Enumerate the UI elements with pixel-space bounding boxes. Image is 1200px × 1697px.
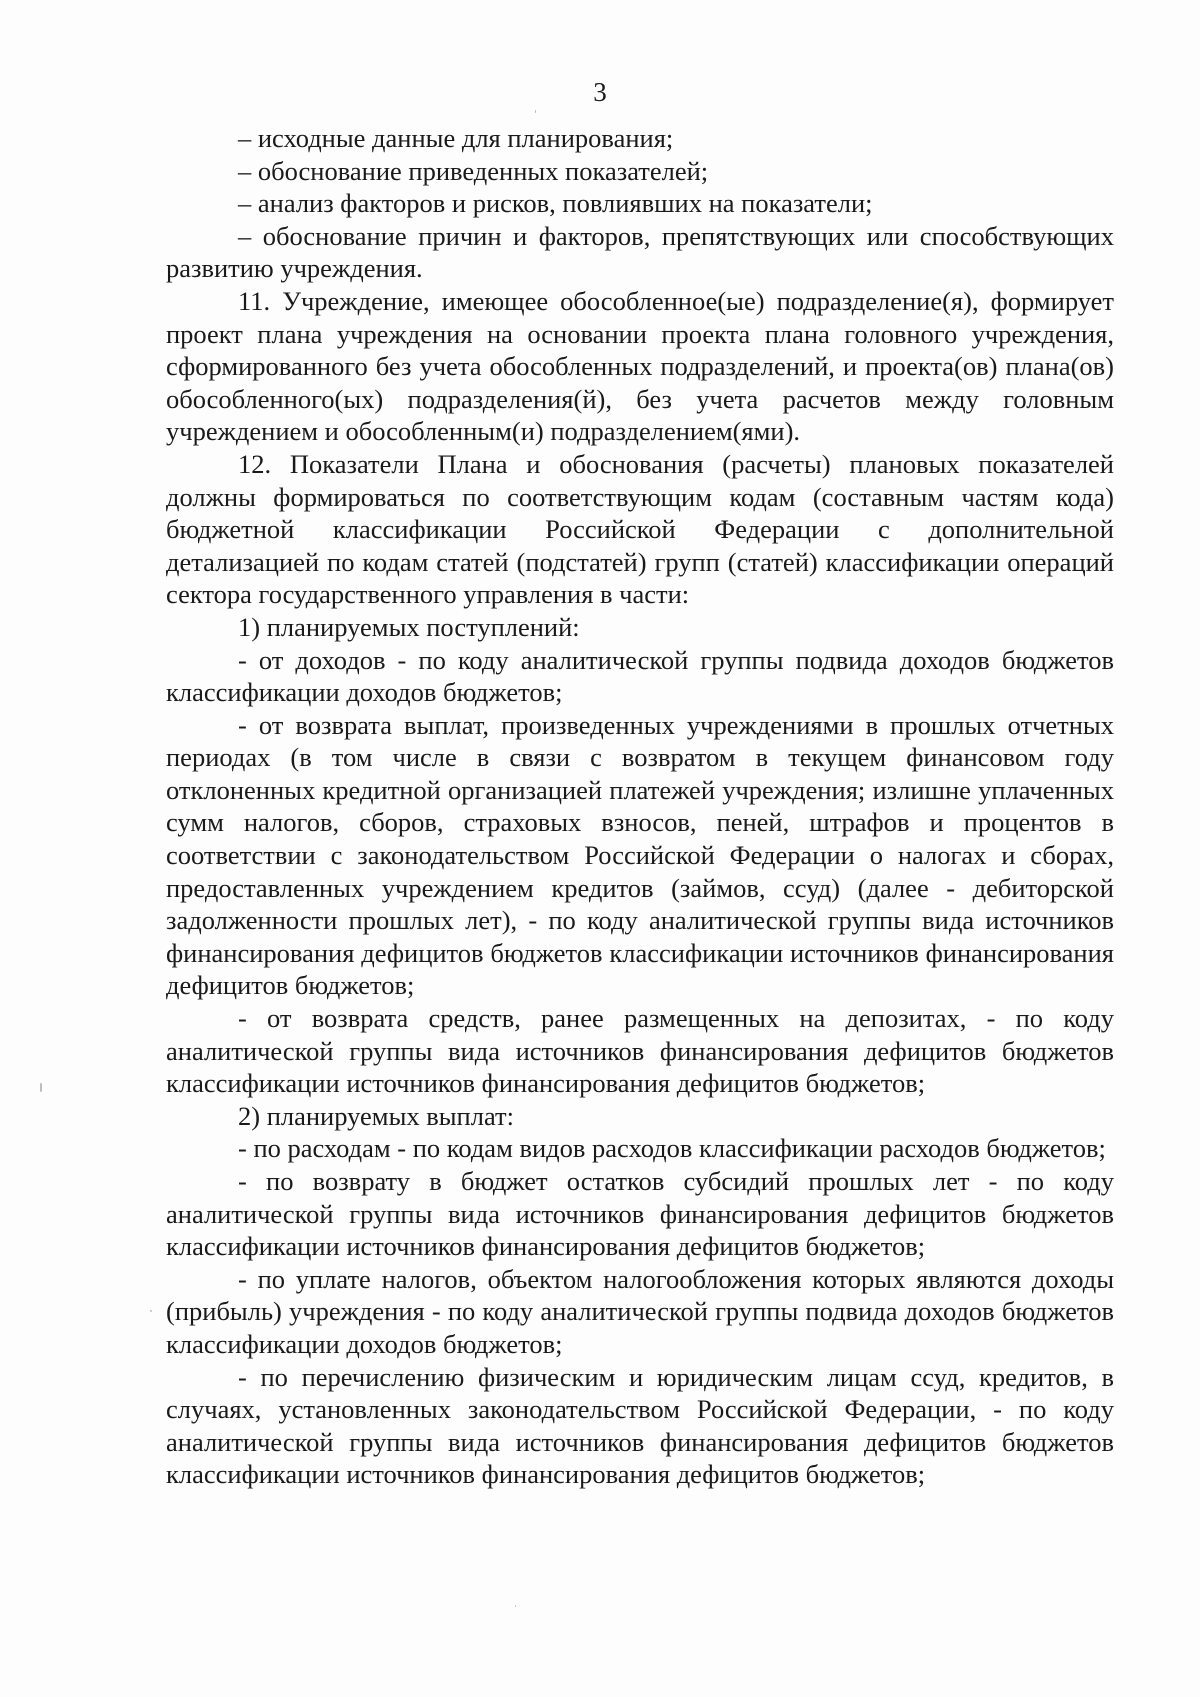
- clause-12: 12. Показатели Плана и обоснования (расчеты) плановых показателей должны формироваться по соответствующим кодам (составным частям кода) бюджетной классификации Российской Федерации с дополнительной детализацией по кодам статей (подстатей) групп (статей) классификации операций сектора государственного управления в части:: [166, 448, 1114, 610]
- list-item-justification: – обоснование приведенных показателей;: [238, 155, 709, 186]
- document-body: [166, 122, 1114, 1491]
- list-item-deposit-returns: - от возврата средств, ранее размещенных на депозитах, - по коду аналитической группы вида источников финансирования дефицитов бюджетов классификации источников финансирования дефицитов бюджетов;: [166, 1003, 1114, 1099]
- page-number: 3: [593, 77, 607, 107]
- scan-speck: [535, 110, 536, 113]
- scan-speck: [40, 1083, 42, 1092]
- scan-speck: [515, 1605, 516, 1607]
- list-item-income: - от доходов - по коду аналитической группы подвида доходов бюджетов классификации доходов бюджетов;: [166, 644, 1114, 708]
- list-item-development-factors: – обоснование причин и факторов, препятствующих или способствующих развитию учреждения.: [166, 220, 1114, 284]
- clause-11: 11. Учреждение, имеющее обособленное(ые) подразделение(я), формирует проект плана учреждения на основании проекта плана головного учреждения, сформированного без учета обособленных подразделений, и проекта(ов) плана(ов) обособленного(ых) подразделения(й), без учета расчетов между головным учреждением и обособленным(и) подразделением(ями).: [166, 285, 1114, 447]
- subclause-planned-payments: 2) планируемых выплат:: [238, 1100, 514, 1131]
- list-item-payment-returns: - от возврата выплат, произведенных учреждениями в прошлых отчетных периодах (в том числе в связи с возвратом в текущем финансовом году отклоненных кредитной организацией платежей учреждения; излишне уплаченных сумм налогов, сборов, страховых взносов, пеней, штрафов и процентов в соответствии с законодательством Российской Федерации о налогах и сборах, предоставленных учреждением кредитов (займов, ссуд) (далее - дебиторской задолженности прошлых лет), - по коду аналитической группы вида источников финансирования дефицитов бюджетов классификации источников финансирования дефицитов бюджетов;: [166, 709, 1114, 1001]
- list-item-risk-analysis: – анализ факторов и рисков, повлиявших на показатели;: [238, 188, 873, 219]
- list-item-subsidy-returns: - по возврату в бюджет остатков субсидий прошлых лет - по коду аналитической группы вида источников финансирования дефицитов бюджетов классификации источников финансирования дефицитов бюджетов;: [166, 1166, 1114, 1262]
- scan-speck: [150, 1310, 152, 1312]
- list-item-loans: - по перечислению физическим и юридическим лицам ссуд, кредитов, в случаях, установленных законодательством Российской Федерации, - по коду аналитической группы вида источников финансирования дефицитов бюджетов классификации источников финансирования дефицитов бюджетов;: [166, 1361, 1114, 1490]
- list-item-tax-payments: - по уплате налогов, объектом налогообложения которых являются доходы (прибыль) учреждения - по коду аналитической группы подвида доходов бюджетов классификации доходов бюджетов;: [166, 1263, 1114, 1359]
- list-item-expenses: - по расходам - по кодам видов расходов классификации расходов бюджетов;: [238, 1133, 1106, 1164]
- list-item-source-data: – исходные данные для планирования;: [238, 123, 674, 153]
- subclause-planned-receipts: 1) планируемых поступлений:: [238, 611, 580, 642]
